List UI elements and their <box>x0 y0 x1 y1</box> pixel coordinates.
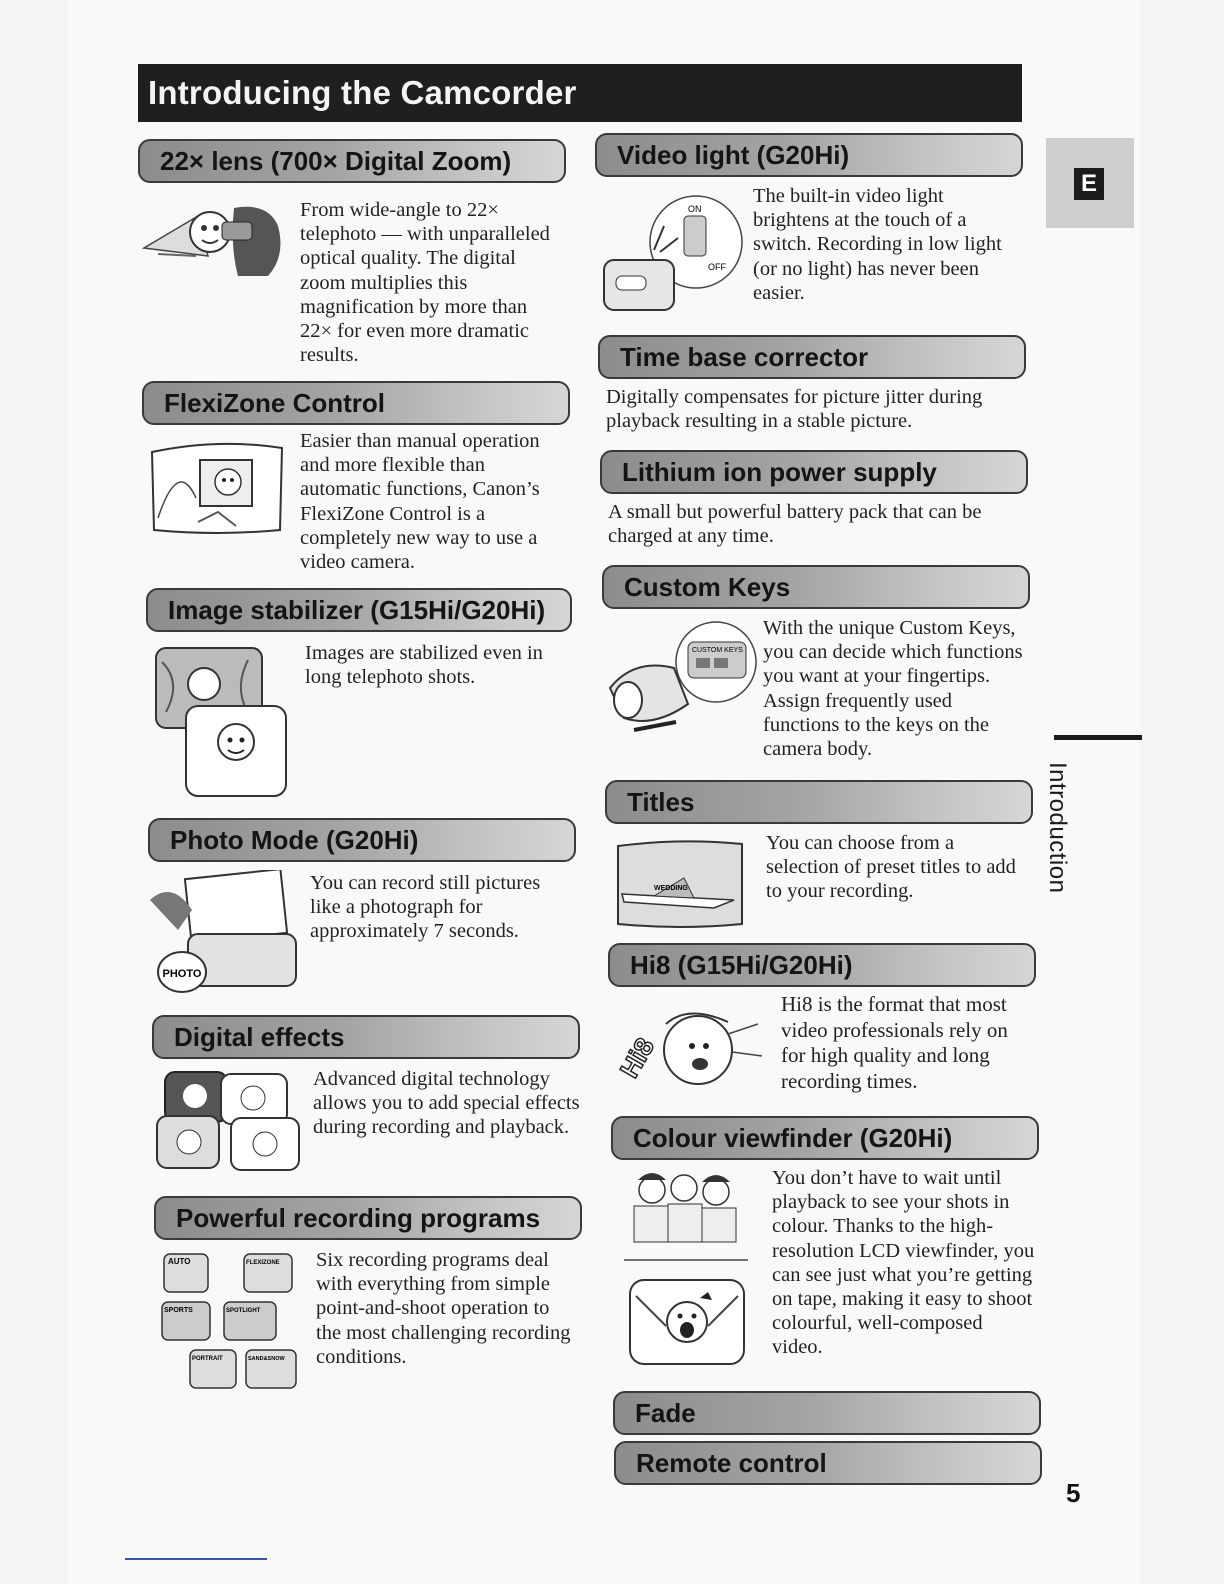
text-time-base-corrector: Digitally compensates for picture jitter during playback resulting in a stable picture. <box>606 386 983 433</box>
image-stabilizer-illustration <box>152 642 292 802</box>
recording-programs-illustration <box>160 1250 300 1392</box>
section-tab <box>1046 138 1134 228</box>
photo-mode-illustration <box>148 870 300 1000</box>
page-title: Introducing the Camcorder <box>138 64 1022 122</box>
flexizone-illustration <box>148 438 286 538</box>
text-flexizone-control: Easier than manual operation and more flexible than automatic functions, Canon’s FlexiZone Control is a completely new way to use a video camera. <box>300 430 540 574</box>
text-22x-lens: From wide-angle to 22× telephoto — with unparalleled optical quality. The digital zoom multiplies this magnification by more than 22× for even more dramatic results. <box>300 199 550 367</box>
heading-lithium-ion: Lithium ion power supply <box>600 450 1028 494</box>
hi8-logo-text: Hi8 <box>613 1032 661 1083</box>
text-recording-programs: Six recording programs deal with everything from simple point-and-shoot operation to the most challenging recording conditions. <box>316 1249 571 1368</box>
program-label-portrait: PORTRAIT <box>192 1356 223 1362</box>
heading-hi8: Hi8 (G15Hi/G20Hi) <box>608 943 1036 987</box>
text-video-light: The built-in video light brightens at the touch of a switch. Recording in low light (or no light) has never been easier. <box>753 185 1002 304</box>
footer-line <box>125 1558 267 1560</box>
text-lithium-ion: A small but powerful battery pack that can be charged at any time. <box>608 501 982 548</box>
heading-image-stabilizer: Image stabilizer (G15Hi/G20Hi) <box>146 588 572 632</box>
heading-remote-control: Remote control <box>614 1441 1042 1485</box>
viewfinder-illustration <box>626 1276 748 1368</box>
program-label-spotlight: SPOTLIGHT <box>226 1308 261 1314</box>
page-number: 5 <box>1066 1478 1081 1508</box>
photo-button-label: PHOTO <box>162 968 202 980</box>
program-label-auto: AUTO <box>168 1257 191 1266</box>
side-rule <box>1054 735 1142 740</box>
heading-colour-viewfinder: Colour viewfinder (G20Hi) <box>611 1116 1039 1160</box>
heading-flexizone-control: FlexiZone Control <box>142 381 570 425</box>
video-light-illustration <box>598 186 748 326</box>
heading-fade: Fade <box>613 1391 1041 1435</box>
heading-time-base-corrector: Time base corrector <box>598 335 1026 379</box>
heading-recording-programs: Powerful recording programs <box>154 1196 582 1240</box>
hi8-illustration <box>608 994 772 1100</box>
program-label-sports: SPORTS <box>164 1307 193 1314</box>
digital-effects-illustration <box>155 1068 303 1174</box>
light-off-label: OFF <box>708 262 726 272</box>
text-colour-viewfinder: You don’t have to wait until playback to see your shots in colour. Thanks to the high-resolution LCD viewfinder, you can see just what you’re getting on tape, making it easy to shoot colourful, well-composed video. <box>772 1167 1035 1359</box>
custom-keys-illustration <box>604 618 758 738</box>
titles-wedding-label: WEDDING <box>654 885 688 892</box>
text-hi8: Hi8 is the format that most video professionals rely on for high quality and long recording times. <box>781 992 1008 1093</box>
side-section-label: Introduction <box>1044 762 1071 894</box>
text-digital-effects: Advanced digital technology allows you to add special effects during recording and playback. <box>313 1068 580 1139</box>
heading-titles: Titles <box>605 780 1033 824</box>
light-on-label: ON <box>688 204 702 214</box>
titles-illustration <box>614 838 746 930</box>
section-tab-letter: E <box>1074 168 1104 200</box>
text-image-stabilizer: Images are stabilized even in long telephoto shots. <box>305 642 543 689</box>
heading-digital-effects: Digital effects <box>152 1015 580 1059</box>
program-label-flexizone: FLEXIZONE <box>246 1260 280 1266</box>
heading-photo-mode: Photo Mode (G20Hi) <box>148 818 576 862</box>
text-photo-mode: You can record still pictures like a photograph for approximately 7 seconds. <box>310 872 541 943</box>
heading-custom-keys: Custom Keys <box>602 565 1030 609</box>
text-titles: You can choose from a selection of preset titles to add to your recording. <box>766 832 1016 903</box>
heading-22x-lens: 22× lens (700× Digital Zoom) <box>138 139 566 183</box>
choir-illustration <box>624 1168 748 1264</box>
program-label-sand-snow: SAND&SNOW <box>248 1356 285 1362</box>
custom-keys-label: CUSTOM KEYS <box>692 647 743 654</box>
zoom-lens-illustration <box>138 196 288 278</box>
heading-video-light: Video light (G20Hi) <box>595 133 1023 177</box>
text-custom-keys: With the unique Custom Keys, you can decide which functions you want at your fingertips. Assign frequently used functions to the keys on the camera body. <box>763 617 1023 761</box>
